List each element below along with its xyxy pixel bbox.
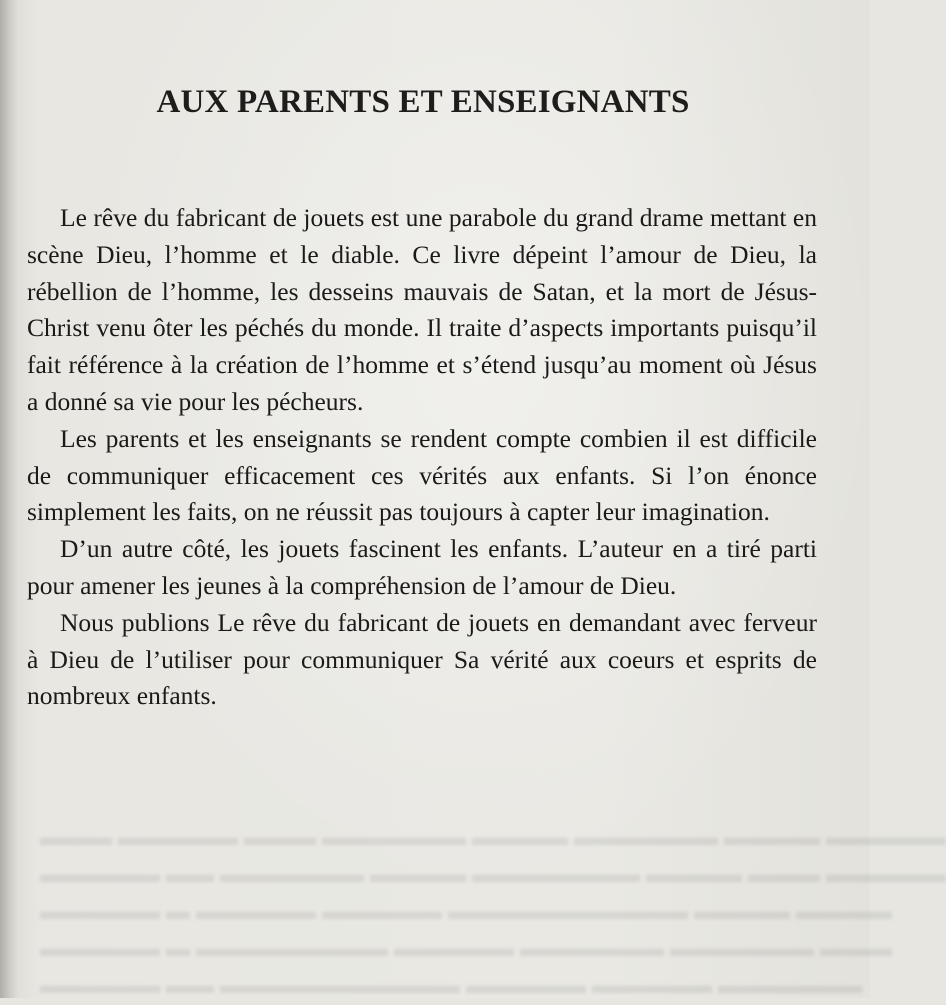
bleed-through-texture: ▬▬▬ ▬▬▬▬▬ ▬▬▬ ▬▬▬▬▬▬ ▬▬▬▬ ▬▬▬▬▬▬ ▬▬▬▬ ▬▬▬▬▬ ▬▬▬▬▬ ▬▬ ▬▬▬▬▬▬ ▬▬▬▬ ▬▬▬▬▬▬▬ ▬▬▬▬ ▬▬▬ ▬▬▬▬▬ ▬▬▬▬▬ ▬ ▬▬▬▬▬ ▬▬▬▬▬ ▬▬▬▬▬▬▬▬▬▬ ▬▬▬▬ ▬▬▬▬ ▬▬▬▬▬ ▬ ▬▬▬▬▬▬▬▬ ▬▬▬▬▬ ▬▬▬▬▬▬ ▬▬▬▬▬▬ ▬▬▬ ▬▬▬▬▬ ▬▬ ▬▬▬▬▬▬▬▬▬▬ ▬▬▬▬▬ ▬▬▬▬▬ ▬▬▬▬▬▬: [40, 825, 946, 999]
page-heading: AUX PARENTS ET ENSEIGNANTS: [156, 84, 690, 120]
paragraph-4: Nous publions Le rêve du fabricant de jouets en demandant avec ferveur à Dieu de l’utiliser pour communiquer Sa vérité aux coeurs et esprits de nombreux enfants.: [27, 607, 817, 711]
spine-shadow: [0, 0, 18, 998]
paragraph-1: Le rêve du fabricant de jouets est une parabole du grand drame mettant en scène Dieu, l’homme et le diable. Ce livre dépeint l’amour de Dieu, la rébellion de l’homme, les desseins mauvais de Satan, et la mort de Jésus-Christ venu ôter les péchés du monde. Il traite d’aspects importants puisqu’il fait référence à la création de l’homme et s’étend jusqu’au moment où Jésus a donné sa vie pour les pécheurs.: [27, 203, 817, 416]
body-text: [27, 200, 817, 715]
paragraph-2: Les parents et les enseignants se rendent compte combien il est difficile de communiquer efficacement ces vérités aux enfants. Si l’on énonce simplement les faits, on ne réussit pas toujours à capter leur imagination.: [27, 423, 817, 527]
paragraph-3: D’un autre côté, les jouets fascinent les enfants. L’auteur en a tiré parti pour amener les jeunes à la compréhension de l’amour de Dieu.: [27, 534, 817, 600]
